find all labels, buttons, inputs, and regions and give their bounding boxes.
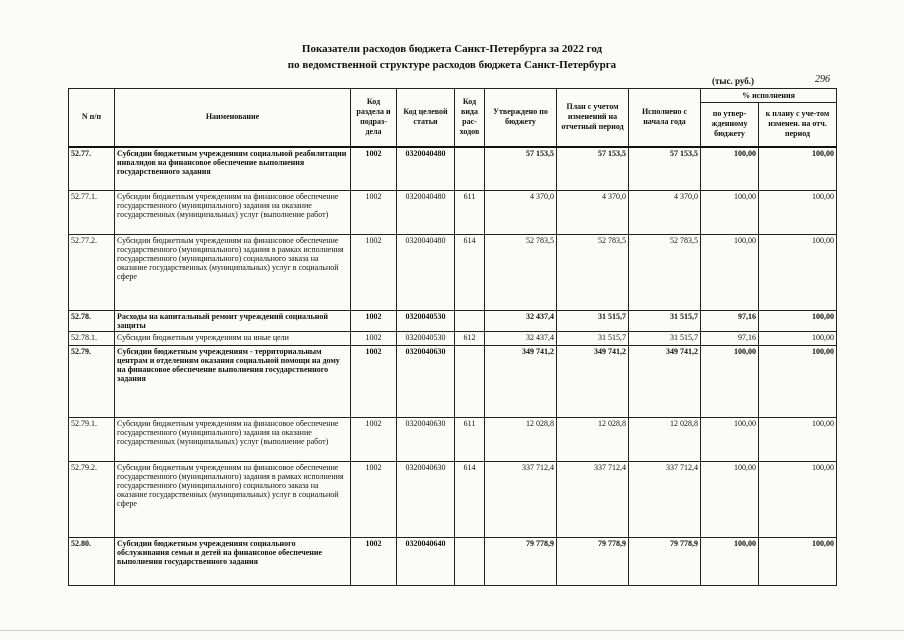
cell-pct-approved: 97,16	[701, 311, 759, 332]
cell-expense-type-code: 614	[455, 462, 485, 538]
header-percent-group: % исполнения	[701, 89, 837, 103]
page-number: 296	[815, 74, 830, 85]
table-body	[69, 147, 837, 586]
cell-target-code: 0320040530	[397, 332, 455, 346]
cell-approved: 52 783,5	[485, 235, 557, 311]
cell-pct-plan: 100,00	[759, 332, 837, 346]
cell-approved: 12 028,8	[485, 418, 557, 462]
cell-target-code: 0320040630	[397, 462, 455, 538]
cell-target-code: 0320040480	[397, 191, 455, 235]
cell-executed: 57 153,5	[629, 147, 701, 191]
table-row	[69, 346, 837, 418]
cell-approved: 349 741,2	[485, 346, 557, 418]
table-row	[69, 147, 837, 191]
cell-num: 52.80.	[69, 538, 115, 586]
cell-name: Субсидии бюджетным учреждениям - территориальным центрам и отделениям оказания социальной помощи на дому на финансовое обеспечение выполнения государственного задания	[115, 346, 351, 418]
cell-pct-plan: 100,00	[759, 346, 837, 418]
cell-approved: 4 370,0	[485, 191, 557, 235]
cell-target-code: 0320040480	[397, 147, 455, 191]
table-row	[69, 538, 837, 586]
cell-approved: 79 778,9	[485, 538, 557, 586]
cell-section-code: 1002	[351, 462, 397, 538]
header-name: Наименование	[115, 89, 351, 147]
cell-num: 52.79.	[69, 346, 115, 418]
cell-name: Субсидии бюджетным учреждениям на иные цели	[115, 332, 351, 346]
cell-name: Субсидии бюджетным учреждениям социального обслуживания семьи и детей на финансовое обеспечение выполнения государственного задания	[115, 538, 351, 586]
cell-plan: 31 515,7	[557, 311, 629, 332]
header-section-code: Код раздела и подраз-дела	[351, 89, 397, 147]
cell-target-code: 0320040630	[397, 418, 455, 462]
cell-expense-type-code	[455, 538, 485, 586]
cell-target-code: 0320040480	[397, 235, 455, 311]
cell-pct-plan: 100,00	[759, 311, 837, 332]
cell-target-code: 0320040630	[397, 346, 455, 418]
cell-target-code: 0320040640	[397, 538, 455, 586]
cell-expense-type-code	[455, 147, 485, 191]
cell-plan: 52 783,5	[557, 235, 629, 311]
cell-plan: 349 741,2	[557, 346, 629, 418]
cell-expense-type-code: 611	[455, 418, 485, 462]
cell-expense-type-code: 611	[455, 191, 485, 235]
cell-name: Субсидии бюджетным учреждениям на финансовое обеспечение государственного (муниципального) задания на оказание государственных (муниципальных) услуг (выполнение работ)	[115, 418, 351, 462]
cell-executed: 79 778,9	[629, 538, 701, 586]
cell-pct-plan: 100,00	[759, 462, 837, 538]
cell-plan: 31 515,7	[557, 332, 629, 346]
cell-pct-approved: 100,00	[701, 538, 759, 586]
cell-section-code: 1002	[351, 332, 397, 346]
scan-edge	[0, 630, 904, 631]
cell-approved: 32 437,4	[485, 332, 557, 346]
cell-section-code: 1002	[351, 538, 397, 586]
cell-name: Субсидии бюджетным учреждениям на финансовое обеспечение государственного (муниципального) задания в рамках исполнения государственного (муниципального) социального заказа на оказание государственных (муниципальных) услуг в социальной сфере	[115, 462, 351, 538]
header-expense-type-code: Код вида рас-ходов	[455, 89, 485, 147]
cell-plan: 4 370,0	[557, 191, 629, 235]
table-row	[69, 462, 837, 538]
cell-executed: 349 741,2	[629, 346, 701, 418]
report-title: Показатели расходов бюджета Санкт-Петербурга за 2022 год	[301, 43, 603, 55]
cell-executed: 31 515,7	[629, 311, 701, 332]
cell-section-code: 1002	[351, 311, 397, 332]
cell-pct-plan: 100,00	[759, 191, 837, 235]
table-row	[69, 311, 837, 332]
cell-approved: 32 437,4	[485, 311, 557, 332]
cell-section-code: 1002	[351, 346, 397, 418]
header-plan: План с учетом изменений на отчетный период	[557, 89, 629, 147]
report-subtitle: по ведомственной структуре расходов бюджета Санкт-Петербурга	[287, 59, 617, 71]
cell-executed: 52 783,5	[629, 235, 701, 311]
cell-expense-type-code: 614	[455, 235, 485, 311]
cell-num: 52.77.	[69, 147, 115, 191]
header-num: N п/п	[69, 89, 115, 147]
cell-section-code: 1002	[351, 191, 397, 235]
cell-target-code: 0320040530	[397, 311, 455, 332]
cell-section-code: 1002	[351, 235, 397, 311]
cell-executed: 337 712,4	[629, 462, 701, 538]
cell-num: 52.79.1.	[69, 418, 115, 462]
header-pct-plan: к плану с уче-том изменен. на отч. период	[759, 103, 837, 147]
header-executed: Исполнено с начала года	[629, 89, 701, 147]
cell-num: 52.78.	[69, 311, 115, 332]
cell-num: 52.77.1.	[69, 191, 115, 235]
cell-plan: 12 028,8	[557, 418, 629, 462]
unit-label: (тыс. руб.)	[712, 76, 754, 86]
cell-executed: 4 370,0	[629, 191, 701, 235]
cell-plan: 79 778,9	[557, 538, 629, 586]
cell-executed: 12 028,8	[629, 418, 701, 462]
cell-name: Субсидии бюджетным учреждениям на финансовое обеспечение государственного (муниципального) задания в рамках исполнения государственного (муниципального) социального заказа на оказание государственных (муниципальных) услуг в социальной сфере	[115, 235, 351, 311]
cell-pct-plan: 100,00	[759, 538, 837, 586]
cell-approved: 337 712,4	[485, 462, 557, 538]
cell-expense-type-code	[455, 346, 485, 418]
cell-pct-approved: 100,00	[701, 346, 759, 418]
cell-pct-approved: 100,00	[701, 418, 759, 462]
cell-section-code: 1002	[351, 147, 397, 191]
header-pct-approved: по утвер-жденному бюджету	[701, 103, 759, 147]
cell-num: 52.77.2.	[69, 235, 115, 311]
cell-pct-approved: 100,00	[701, 191, 759, 235]
cell-pct-approved: 100,00	[701, 462, 759, 538]
cell-name: Субсидии бюджетным учреждениям на финансовое обеспечение государственного (муниципального) задания на оказание государственных (муниципальных) услуг (выполнение работ)	[115, 191, 351, 235]
table-row	[69, 235, 837, 311]
header-approved: Утверждено по бюджету	[485, 89, 557, 147]
table-row	[69, 332, 837, 346]
cell-expense-type-code	[455, 311, 485, 332]
header-target-code: Код целевой статьи	[397, 89, 455, 147]
table-row	[69, 418, 837, 462]
cell-executed: 31 515,7	[629, 332, 701, 346]
cell-section-code: 1002	[351, 418, 397, 462]
cell-pct-approved: 100,00	[701, 147, 759, 191]
cell-approved: 57 153,5	[485, 147, 557, 191]
cell-num: 52.79.2.	[69, 462, 115, 538]
cell-num: 52.78.1.	[69, 332, 115, 346]
cell-pct-approved: 97,16	[701, 332, 759, 346]
cell-name: Расходы на капитальный ремонт учреждений социальной защиты	[115, 311, 351, 332]
cell-pct-plan: 100,00	[759, 418, 837, 462]
cell-plan: 57 153,5	[557, 147, 629, 191]
cell-pct-plan: 100,00	[759, 235, 837, 311]
budget-table	[68, 88, 837, 586]
cell-pct-approved: 100,00	[701, 235, 759, 311]
cell-expense-type-code: 612	[455, 332, 485, 346]
cell-plan: 337 712,4	[557, 462, 629, 538]
cell-name: Субсидии бюджетным учреждениям социальной реабилитации инвалидов на финансовое обеспечение выполнения государственного задания	[115, 147, 351, 191]
cell-pct-plan: 100,00	[759, 147, 837, 191]
table-row	[69, 191, 837, 235]
